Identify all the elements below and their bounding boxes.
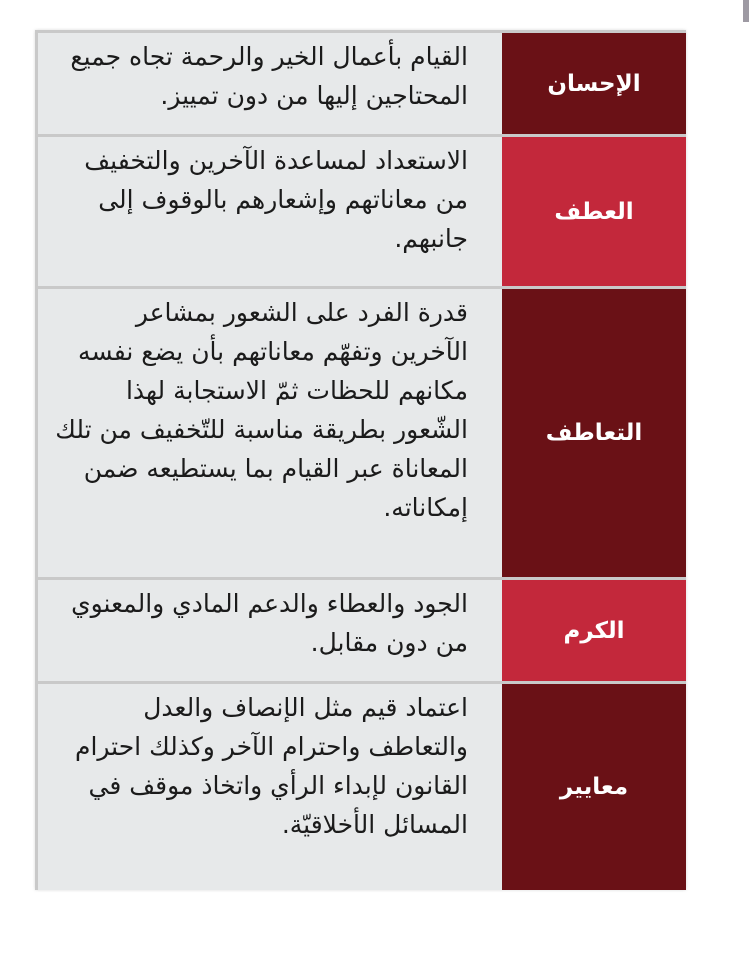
values-table — [35, 30, 686, 890]
row-description: قدرة الفرد على الشعور بمشاعر الآخرين وتفهّم معاناتهم بأن يضع نفسه مكانهم للحظات ثمّ الاستجابة لهذا الشّعور بطريقة مناسبة للتّخفيف من تلك المعاناة عبر القيام بما يستطيعه ضمن إمكاناته. — [38, 289, 502, 577]
top-status-strip — [0, 0, 749, 22]
table-row-taatuf — [35, 286, 686, 577]
table-row-karam — [35, 577, 686, 681]
row-description: اعتماد قيم مثل الإنصاف والعدل والتعاطف واحترام الآخر وكذلك احترام القانون لإبداء الرأي واتخاذ موقف في المسائل الأخلاقيّة. — [38, 684, 502, 890]
row-term: التعاطف — [502, 289, 686, 577]
row-term: العطف — [502, 137, 686, 286]
row-term: الكرم — [502, 580, 686, 681]
row-term: الإحسان — [502, 33, 686, 134]
row-term: معايير — [502, 684, 686, 890]
top-edge-accent — [743, 0, 749, 22]
table-row-maayir — [35, 681, 686, 890]
row-description: الاستعداد لمساعدة الآخرين والتخفيف من معاناتهم وإشعارهم بالوقوف إلى جانبهم. — [38, 137, 502, 286]
table-row-atf — [35, 134, 686, 286]
table-row-ihsan — [35, 30, 686, 134]
row-description: القيام بأعمال الخير والرحمة تجاه جميع المحتاجين إليها من دون تمييز. — [38, 33, 502, 134]
row-description: الجود والعطاء والدعم المادي والمعنوي من دون مقابل. — [38, 580, 502, 681]
